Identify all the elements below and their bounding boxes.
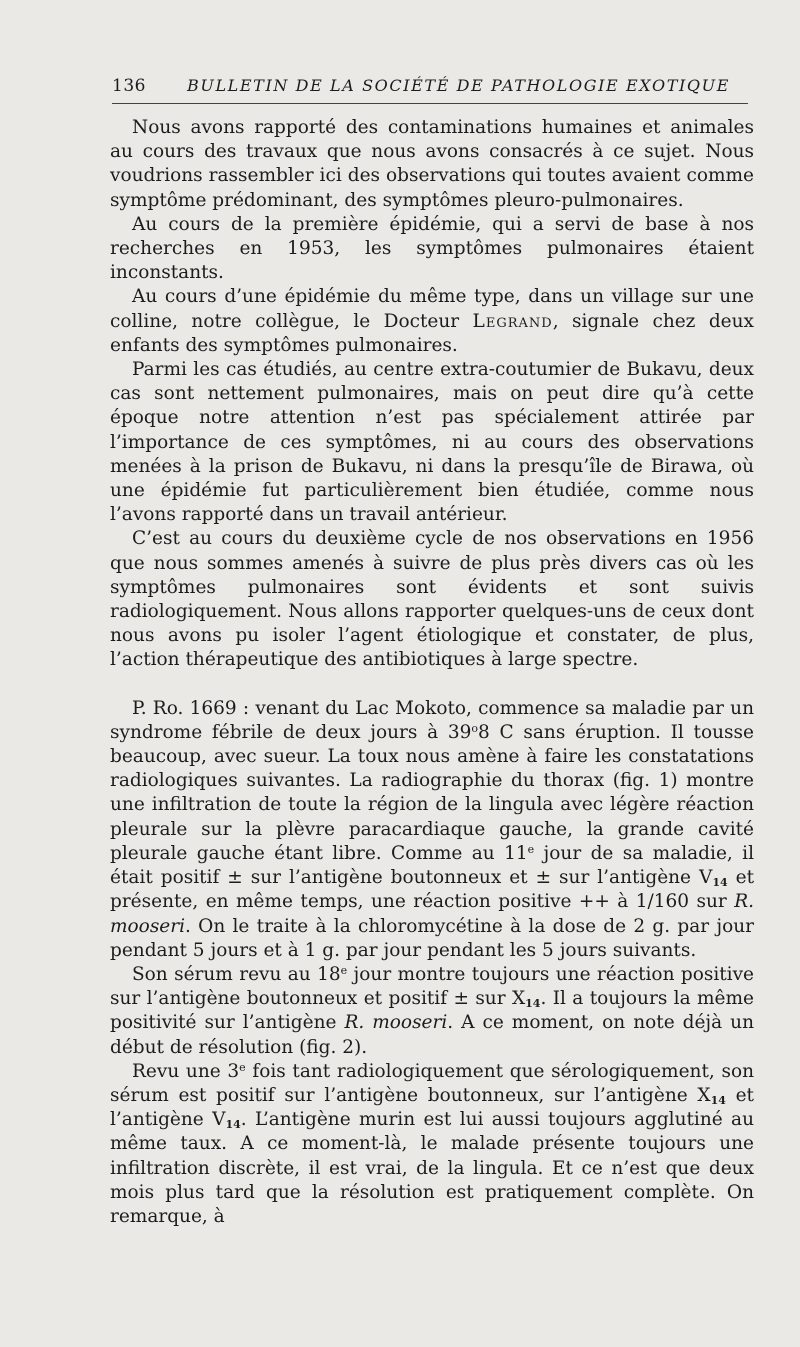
running-title: BULLETIN DE LA SOCIÉTÉ DE PATHOLOGIE EXOTIQUE — [187, 76, 730, 95]
superscript: o — [471, 721, 479, 735]
text-run: . On le traite à la chloromycétine à la dose de 2 g. par jour pendant 5 jours et à 1 g. par jour pendant les 5 jours suivants. — [110, 915, 754, 961]
text-run: Revu une 3 — [132, 1060, 240, 1082]
text-run: Au cours d’une épidémie du même type, dans un village sur une colline, notre collègue, le Docteur — [110, 286, 754, 332]
page-number: 136 — [112, 76, 146, 96]
text-run: et présente, en même temps, une réaction positive ++ à 1/160 sur — [110, 867, 755, 913]
case-report-paragraph — [110, 697, 754, 963]
text-run: 8 C sans éruption. Il tousse beaucoup, avec sueur. La toux nous amène à faire les constatations radiologiques suivantes. La radiographie du thorax (fig. 1) montre une infiltration de toute la région de la lingula avec légère réaction pleurale sur la plèvre paracardiaque gauche, la grande cavité pleurale gauche étant libre. Comme au 11 — [110, 721, 754, 864]
superscript: e — [239, 1060, 246, 1074]
paragraph-7 — [110, 963, 754, 1060]
text-run: P. Ro. 1669 : venant du Lac Mokoto, commence sa maladie par un syndrome fébrile de deux jours à 39 — [110, 697, 754, 743]
text-run: Son sérum revu au 18 — [132, 963, 341, 985]
page-header — [112, 76, 752, 98]
paragraph-3 — [110, 285, 754, 358]
species-name: R. mooseri — [110, 891, 754, 937]
paragraph-2: Au cours de la première épidémie, qui a servi de base à nos recherches en 1953, les symptômes pulmonaires étaient inconstants. — [110, 213, 754, 284]
superscript: e — [527, 842, 535, 856]
text-run: jour montre toujours une réaction positive sur l’antigène boutonneux et positif ± sur X — [110, 963, 755, 1010]
paragraph-4: Parmi les cas étudiés, au centre extra-coutumier de Bukavu, deux cas sont nettement pulmonaires, mais on peut dire qu’à cette époque notre attention n’est pas spécialement attirée par l’importance de ces symptômes, ni au cours des observations menées à la prison de Bukavu, ni dans la presqu’île de Birawa, où une épidémie fut particulièrement bien étudiée, comme nous l’avons rapporté dans un travail antérieur. — [110, 359, 754, 526]
text-run: jour de sa maladie, il était positif ± sur l’antigène boutonneux et ± sur l’antigène V — [110, 842, 754, 889]
text-run: , signale chez deux enfants des symptômes pulmonaires. — [110, 310, 754, 356]
header-rule — [112, 103, 748, 104]
species-name: R. mooseri — [344, 1012, 448, 1034]
author-name: Legrand — [472, 310, 553, 332]
subscript: 14 — [712, 876, 728, 890]
paragraph-1: Nous avons rapporté des contaminations humaines et animales au cours des travaux que nous avons consacrés à ce sujet. Nous voudrions rassembler ici des observations qui toutes avaient comme symptôme prédominant, des symptômes pleuro-pulmonaires. — [110, 117, 754, 211]
body-text — [110, 116, 754, 1229]
paragraph-5: C’est au cours du deuxième cycle de nos observations en 1956 que nous sommes amenés à suivre de plus près divers cas où les symptômes pulmonaires sont évidents et sont suivis radiologiquement. Nous allons rapporter quelques-uns de ceux dont nous avons pu isoler l’agent étiologique et constater, de plus, l’action thérapeutique des antibiotiques à large spectre. — [110, 528, 754, 671]
text-run: et l’antigène V — [110, 1084, 754, 1131]
subscript: 14 — [225, 1118, 241, 1132]
subscript: 14 — [525, 997, 541, 1011]
superscript: e — [340, 963, 348, 977]
text-run: fois tant radiologiquement que sérologiquement, son sérum est positif sur l’antigène boutonneux, sur l’antigène X — [110, 1060, 754, 1106]
text-run: . Il a toujours la même positivité sur l’antigène — [110, 988, 754, 1034]
paragraph-8 — [110, 1060, 754, 1229]
subscript: 14 — [710, 1093, 726, 1107]
text-run: . L’antigène murin est lui aussi toujours agglutiné au même taux. A ce moment-là, le malade présente toujours une infiltration discrète, il est vrai, de la lingula. Et ce n’est que deux mois plus tard que la résolution est pratiquement complète. On remarque, à — [110, 1109, 754, 1227]
text-run: . A ce moment, on note déjà un début de résolution (fig. 2). — [110, 1012, 754, 1058]
